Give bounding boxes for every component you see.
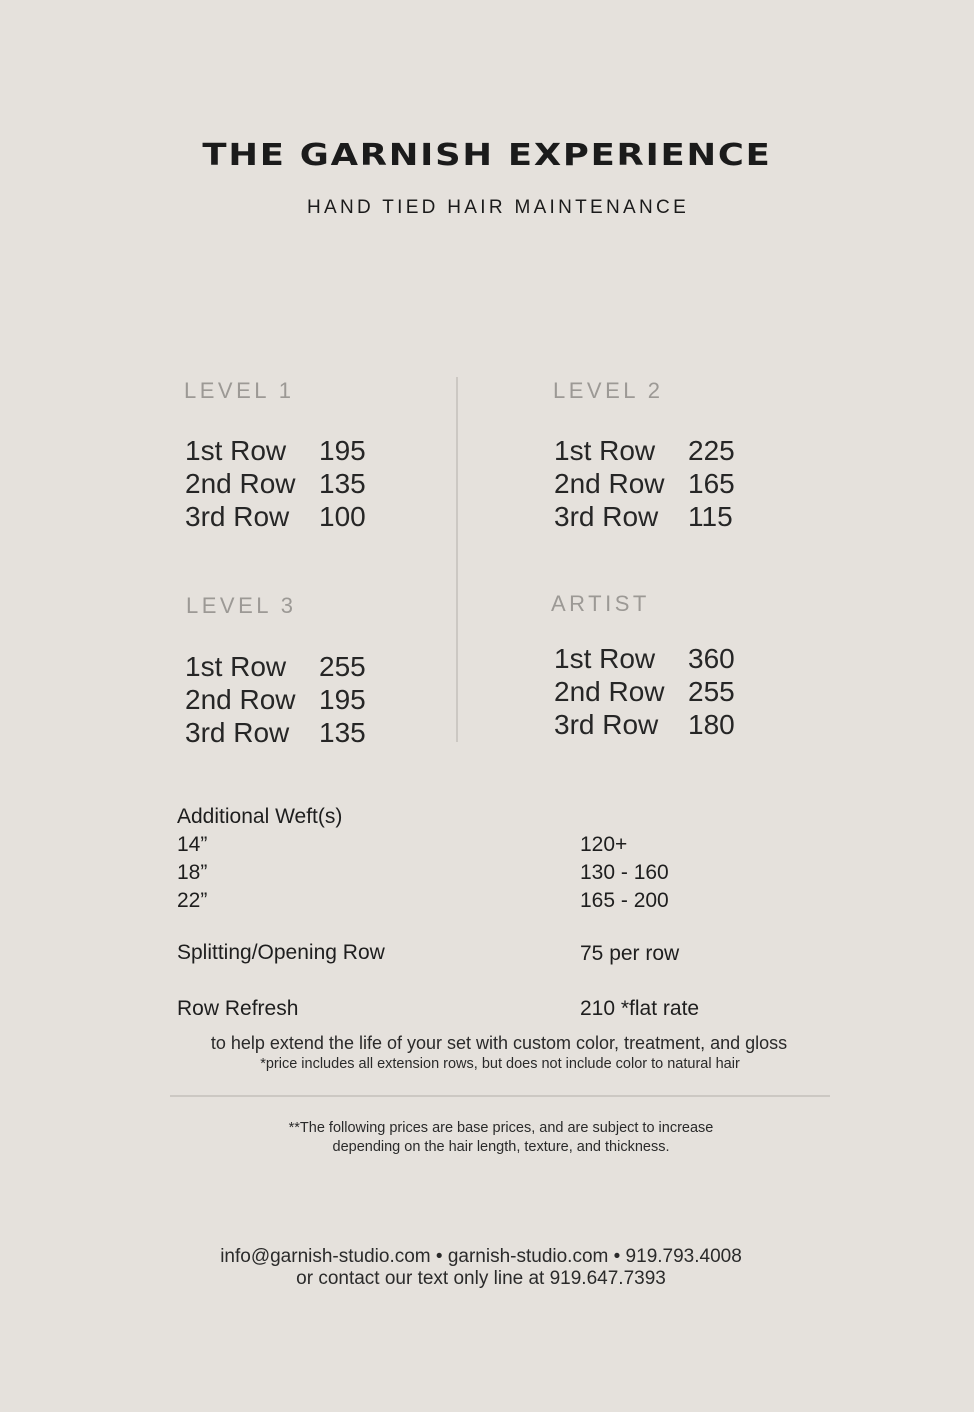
price-row [554,642,735,675]
level-2-price-table [554,434,735,533]
row-name: 1st Row [554,643,656,674]
column-divider [456,377,458,742]
weft-length: 18” [177,861,208,884]
level-1-price-table [185,434,366,533]
page-title: THE GARNISH EXPERIENCE [202,138,772,173]
row-price: 135 [319,468,366,499]
price-row [185,716,366,749]
contact-line: info@garnish-studio.com • garnish-studio.com • 919.793.4008 [220,1246,742,1267]
contact-text-line: or contact our text only line at 919.647.7393 [296,1268,666,1289]
price-row [185,500,366,533]
row-name: 1st Row [554,435,656,466]
artist-price-table [554,642,735,741]
service-label-splitting: Splitting/Opening Row [177,941,385,964]
row-name: 2nd Row [185,684,296,715]
weft-length: 14” [177,833,208,856]
row-name: 1st Row [185,435,287,466]
price-row [185,467,366,500]
price-row [185,434,366,467]
weft-price: 130 - 160 [580,861,669,884]
level-1-heading: LEVEL 1 [184,378,295,403]
price-row [554,708,735,741]
row-price: 255 [319,651,366,682]
row-name: 3rd Row [185,501,290,532]
page-subtitle: HAND TIED HAIR MAINTENANCE [306,197,690,218]
weft-price: 165 - 200 [580,889,669,912]
weft-price: 120+ [580,833,628,856]
row-price: 165 [688,468,735,499]
price-row [185,650,366,683]
price-disclaimer [0,1119,974,1157]
contact-info [0,1246,962,1290]
price-row [554,675,735,708]
row-name: 1st Row [185,651,287,682]
level-3-heading: LEVEL 3 [186,593,297,618]
level-2-heading: LEVEL 2 [553,378,664,403]
row-price: 180 [688,709,735,740]
row-price: 135 [319,717,366,748]
row-name: 3rd Row [554,501,659,532]
row-price: 225 [688,435,735,466]
weft-length: 22” [177,889,208,912]
horizontal-divider [170,1095,830,1097]
additional-wefts-prices [580,831,669,915]
price-row [554,434,735,467]
disclaimer-line: depending on the hair length, texture, and thickness. [332,1139,670,1155]
row-refresh-subnote: *price includes all extension rows, but does not include color to natural hair [260,1056,740,1072]
row-price: 115 [688,501,733,532]
artist-heading: ARTIST [551,591,650,616]
row-price: 195 [319,435,366,466]
additional-wefts-heading: Additional Weft(s) [177,805,343,828]
row-refresh-note: to help extend the life of your set with custom color, treatment, and gloss [210,1033,788,1053]
service-label-row-refresh: Row Refresh [177,997,299,1020]
row-name: 2nd Row [554,676,665,707]
service-price-splitting: 75 per row [580,942,680,965]
row-price: 100 [319,501,366,532]
row-price: 255 [688,676,735,707]
row-name: 2nd Row [554,468,665,499]
service-price-row-refresh: 210 *flat rate [580,997,700,1020]
row-name: 3rd Row [185,717,290,748]
row-price: 360 [688,643,735,674]
price-row [185,683,366,716]
price-row [554,467,735,500]
additional-wefts-labels [177,803,342,915]
disclaimer-line: **The following prices are base prices, and are subject to increase [288,1120,714,1136]
row-price: 195 [319,684,366,715]
row-name: 3rd Row [554,709,659,740]
level-3-price-table [185,650,366,749]
row-name: 2nd Row [185,468,296,499]
price-row [554,500,735,533]
